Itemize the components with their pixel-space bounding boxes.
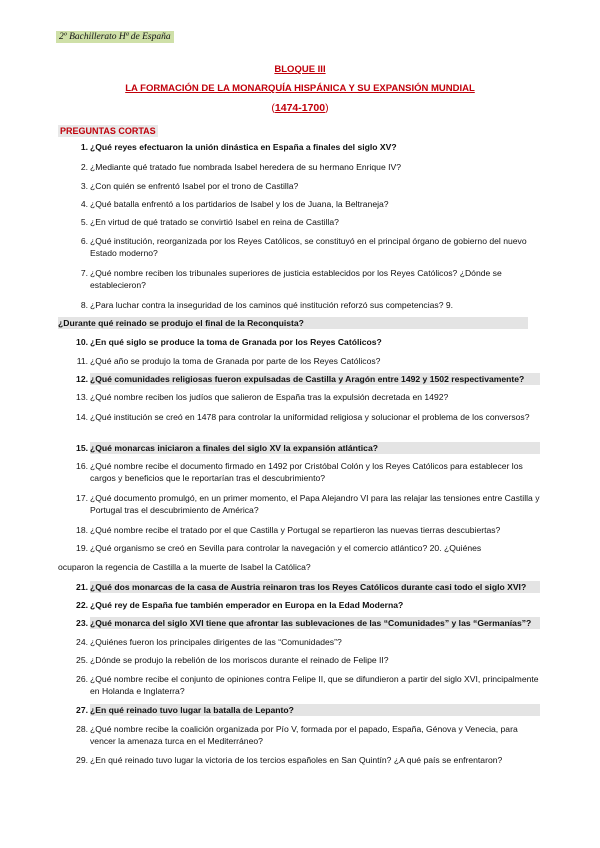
question-number: 21. xyxy=(76,582,88,592)
question-item xyxy=(58,561,528,573)
question-text: ¿Qué monarcas iniciaron a finales del siglo XV la expansión atlántica? xyxy=(90,442,540,454)
question-text: ¿Qué batalla enfrentó a los partidarios de Isabel y los de Juana, la Beltraneja? xyxy=(90,199,389,209)
question-number: 6. xyxy=(80,236,88,246)
question-number: 10. xyxy=(76,337,88,347)
question-number: 4. xyxy=(80,199,88,209)
question-text: ¿Quiénes fueron los principales dirigentes de las “Comunidades”? xyxy=(90,637,342,647)
question-number: 14. xyxy=(76,412,88,422)
question-item xyxy=(70,542,540,554)
question-number: 29. xyxy=(76,755,88,765)
question-number: 2. xyxy=(80,162,88,172)
question-number: 28. xyxy=(76,724,88,734)
question-item xyxy=(70,673,540,697)
question-item xyxy=(70,524,540,536)
document-title: LA FORMACIÓN DE LA MONARQUÍA HISPÁNICA Y SU EXPANSIÓN MUNDIAL xyxy=(125,83,475,94)
question-number: 5. xyxy=(80,217,88,227)
question-item xyxy=(70,267,540,291)
question-item xyxy=(70,492,540,516)
question-text: ¿Durante qué reinado se produjo el final de la Reconquista? xyxy=(58,317,528,329)
question-text: ¿Qué documento promulgó, en un primer momento, el Papa Alejandro VI para las relajar las tensiones entre Castilla y Portugal tras el descubrimiento de América? xyxy=(90,493,540,515)
question-item xyxy=(70,654,540,666)
question-item xyxy=(70,180,540,192)
question-item xyxy=(70,636,540,648)
question-number: 11. xyxy=(76,356,88,366)
question-text: ¿En qué siglo se produce la toma de Granada por los Reyes Católicos? xyxy=(90,337,382,347)
question-item xyxy=(58,317,528,329)
question-item xyxy=(70,599,540,611)
question-number: 17. xyxy=(76,493,88,503)
question-text: ¿Qué nombre reciben los judíos que salieron de España tras la expulsión decretada en 1492? xyxy=(90,392,449,402)
question-item xyxy=(70,161,540,173)
question-number: 3. xyxy=(80,181,88,191)
question-text: ¿Qué nombre recibe el tratado por el que Castilla y Portugal se repartieron las nuevas tierras descubiertas? xyxy=(90,525,501,535)
question-text: ¿Qué nombre recibe el documento firmado en 1492 por Cristóbal Colón y los Reyes Católicos para establecer los cargos y beneficios que le reportarían tras el descubrimiento? xyxy=(90,461,523,483)
question-item xyxy=(70,617,540,629)
date-close: ) xyxy=(325,102,329,114)
question-text: ¿Para luchar contra la inseguridad de los caminos qué institución reforzó sus competencias? 9. xyxy=(90,300,454,310)
question-text: ocuparon la regencia de Castilla a la muerte de Isabel la Católica? xyxy=(58,562,311,572)
question-number: 27. xyxy=(76,705,88,715)
question-item xyxy=(70,235,540,259)
question-item xyxy=(70,336,540,348)
question-number: 22. xyxy=(76,600,88,610)
course-label: 2º Bachillerato Hª de España xyxy=(56,31,174,43)
question-text: ¿En qué reinado tuvo lugar la victoria de los tercios españoles en San Quintín? ¿A qué país se enfrentaron? xyxy=(90,755,503,765)
question-item xyxy=(70,216,540,228)
question-text: ¿En virtud de qué tratado se convirtió Isabel en reina de Castilla? xyxy=(90,217,339,227)
question-text: ¿Qué nombre reciben los tribunales superiores de justicia establecidos por los Reyes Católicos? ¿Dónde se establecieron? xyxy=(90,268,502,290)
date-open: ( xyxy=(271,102,275,114)
question-item xyxy=(70,299,540,311)
question-item xyxy=(70,704,540,716)
question-item xyxy=(70,355,540,367)
section-title: PREGUNTAS CORTAS xyxy=(60,126,156,136)
question-number: 13. xyxy=(76,392,88,402)
question-item xyxy=(70,460,540,484)
question-text: ¿Qué organismo se creó en Sevilla para controlar la navegación y el comercio atlántico? 20. ¿Quiénes xyxy=(90,543,482,553)
question-number: 1. xyxy=(80,142,88,152)
date-range xyxy=(0,102,600,114)
question-text: ¿Qué comunidades religiosas fueron expulsadas de Castilla y Aragón entre 1492 y 1502 respectivamente? xyxy=(90,373,540,385)
question-number: 7. xyxy=(80,268,88,278)
question-number: 25. xyxy=(76,655,88,665)
question-item xyxy=(70,198,540,210)
question-text: ¿Qué monarca del siglo XVI tiene que afrontar las sublevaciones de las “Comunidades” y las “Germanías”? xyxy=(90,617,540,629)
question-text: ¿Qué reyes efectuaron la unión dinástica en España a finales del siglo XV? xyxy=(90,142,397,152)
question-item xyxy=(70,391,540,403)
question-text: ¿Dónde se produjo la rebelión de los moriscos durante el reinado de Felipe II? xyxy=(90,655,389,665)
question-number: 23. xyxy=(76,618,88,628)
question-number: 8. xyxy=(80,300,88,310)
question-text: ¿Qué nombre recibe la coalición organizada por Pío V, formada por el papado, España, Génova y Venecia, para vencer la amenaza turca en el Mediterráneo? xyxy=(90,724,518,746)
question-item xyxy=(70,723,540,747)
question-item xyxy=(70,754,540,766)
question-item xyxy=(70,411,540,423)
question-text: ¿Qué institución se creó en 1478 para controlar la uniformidad religiosa y solucionar el problema de los conversos? xyxy=(90,412,530,422)
question-text: ¿Qué dos monarcas de la casa de Austria reinaron tras los Reyes Católicos durante casi todo el siglo XVI? xyxy=(90,581,540,593)
question-number: 16. xyxy=(76,461,88,471)
question-text: ¿Mediante qué tratado fue nombrada Isabel heredera de su hermano Enrique IV? xyxy=(90,162,402,172)
question-number: 15. xyxy=(76,443,88,453)
date-range-text: 1474-1700 xyxy=(274,102,326,114)
question-item xyxy=(70,373,540,385)
question-text: ¿Qué nombre recibe el conjunto de opiniones contra Felipe II, que se difundieron a partir del siglo XVI, principalmente en Holanda e Inglaterra? xyxy=(90,674,539,696)
question-text: ¿Qué rey de España fue también emperador en Europa en la Edad Moderna? xyxy=(90,600,404,610)
question-text: ¿Con quién se enfrentó Isabel por el trono de Castilla? xyxy=(90,181,299,191)
question-text: ¿Qué institución, reorganizada por los Reyes Católicos, se constituyó en el principal órgano de gobierno del nuevo Estado moderno? xyxy=(90,236,527,258)
question-number: 19. xyxy=(76,543,88,553)
question-item xyxy=(70,581,540,593)
question-text: ¿Qué año se produjo la toma de Granada por parte de los Reyes Católicos? xyxy=(90,356,381,366)
question-text: ¿En qué reinado tuvo lugar la batalla de Lepanto? xyxy=(90,704,540,716)
question-number: 12. xyxy=(76,374,88,384)
question-item xyxy=(70,442,540,454)
question-item xyxy=(70,141,540,153)
question-number: 24. xyxy=(76,637,88,647)
question-number: 18. xyxy=(76,525,88,535)
question-number: 26. xyxy=(76,674,88,684)
bloque-heading: BLOQUE III xyxy=(274,64,326,75)
